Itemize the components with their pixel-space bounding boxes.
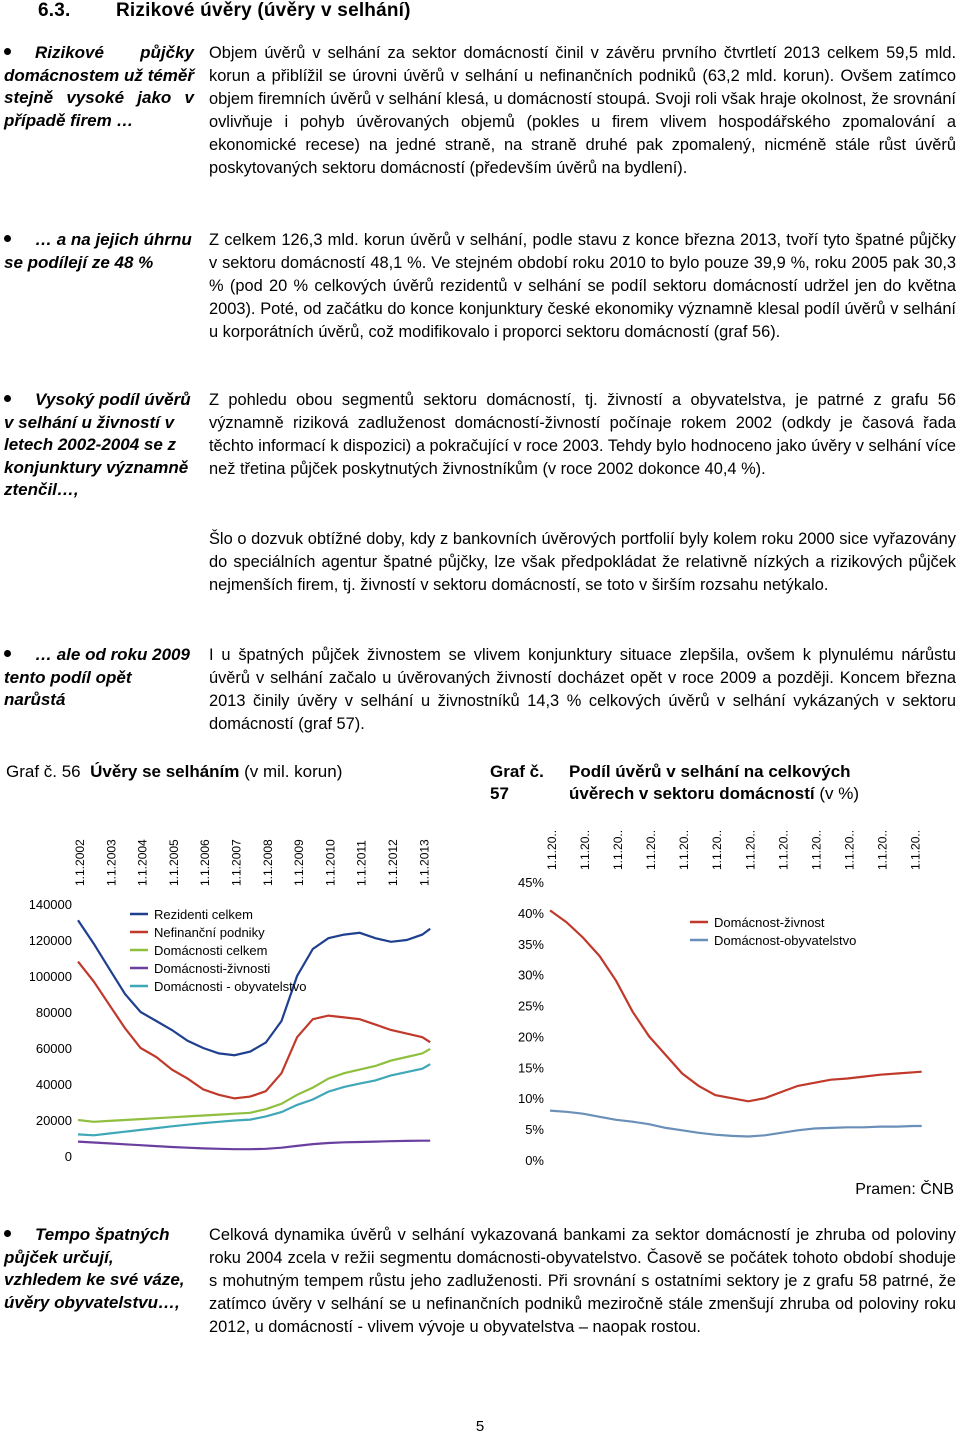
paragraph-1: Objem úvěrů v selhání za sektor domácností činil v závěru prvního čtvrtletí 2013 celkem 59,5 mld. korun a přiblížil se úrovni úvěrů v selhání u nefinančních podniků (63,2 mld. korun). Ovšem zatímco objem firemních úvěrů v selhání klesá, u domácností stoupá. Svoji roli však hraje okolnost, že srovnání ovlivňuje i pohyb úvěrovaných objemů (pokles u firem vlivem hospodářského zpomalování a ekonomické recese) na jedné straně, na straně druhé pak zpomalený, nicméně stále růst úvěrů poskytovaných sektoru domácností (především úvěrů na bydlení).	[209, 44, 956, 177]
y-tick-label: 20000	[35, 1113, 72, 1128]
y-tick-label: 45%	[517, 875, 544, 890]
y-tick-label: 60000	[35, 1041, 72, 1056]
bullet-icon	[4, 395, 11, 402]
x-tick-label: 1.1.20..	[908, 829, 923, 870]
y-tick-label: 100000	[30, 969, 72, 984]
series-line-3	[78, 1049, 430, 1122]
chart-56-svg	[30, 808, 450, 1168]
x-tick-label: 1.1.20..	[578, 829, 593, 870]
source-note: Pramen: ČNB	[855, 1181, 954, 1198]
y-tick-label: 10%	[517, 1091, 544, 1107]
side-note-5: … ale od roku 2009 tento podíl opět narůstá	[4, 645, 190, 709]
y-tick-label: 0%	[525, 1153, 544, 1168]
x-tick-label: 1.1.20..	[875, 829, 890, 870]
x-tick-label: 1.1.2008	[260, 839, 275, 886]
y-tick-label: 140000	[30, 897, 72, 912]
x-tick-label: 1.1.2007	[229, 839, 244, 886]
graf-56-title: Graf č. 56 Úvěry se selháním (v mil. korun)	[6, 762, 343, 781]
x-tick-label: 1.1.2005	[166, 839, 181, 886]
x-tick-label: 1.1.2003	[104, 839, 119, 886]
x-tick-label: 1.1.2009	[292, 839, 307, 886]
x-tick-label: 1.1.20..	[644, 829, 659, 870]
graf-57-title: Podíl úvěrů v selhání na celkových úvěrech v sektoru domácností (v %)	[569, 762, 860, 803]
legend-label: Domácnosti - obyvatelstvo	[154, 979, 307, 994]
paragraph-2: Z celkem 126,3 mld. korun úvěrů v selhání, podle stavu z konce března 2013, tvoří tyto špatné půjčky v sektoru domácností 48,1 %. Ve stejném období roku 2010 to bylo pouze 39,9 %, roku 2005 pak 30,3 % (pod 20 % celkových úvěrů rezidentů v selhání se podíl sektoru domácností udržel jen do května 2003). Poté, od začátku do konce konjunktury české ekonomiky významně klesal podíl úvěrů v selhání u korporátních úvěrů, což modifikovalo i proporci sektoru domácností (graf 56).	[209, 231, 956, 341]
paragraph-3: Z pohledu obou segmentů sektoru domácností, tj. živností a obyvatelstva, je patrné z grafu 56 významně riziková zadluženost domácností-živností počínaje rokem 2002 (odkdy je časová řada těchto informací k dispozici) a pokračující v roce 2003. Tehdy bylo hodnoceno jako úvěry v selhání více než třetina půjček poskytnutých živnostníkům (v roce 2002 dokonce 40,4 %).	[209, 391, 956, 478]
y-tick-label: 35%	[517, 936, 544, 952]
x-tick-label: 1.1.2002	[73, 839, 87, 886]
y-tick-label: 5%	[525, 1122, 544, 1138]
x-tick-label: 1.1.20..	[545, 829, 559, 870]
legend-label: Nefinanční podniky	[154, 925, 265, 940]
x-tick-label: 1.1.20..	[743, 829, 758, 870]
x-tick-label: 1.1.20..	[776, 829, 791, 870]
paragraph-5: I u špatných půjček živnostem se vlivem konjunktury situace zlepšila, ovšem k plynulému nárůstu úvěrů v selhání začalo u úvěrovaných živností docházet opět v roce 2009 a později. Koncem března 2013 činily úvěry v selhání u živnostníků 14,3 % celkových úvěrů v selhání vykázaných v sektoru domácností (graf 57).	[209, 646, 956, 733]
chart-57	[508, 808, 948, 1168]
x-tick-label: 1.1.2010	[323, 839, 338, 886]
paragraph-4: Šlo o dozvuk obtížné doby, kdy z bankovních úvěrových portfolií byly kolem roku 2000 sice vyřazovány do speciálních agentur špatné půjčky, lze však předpokládat že relativně nízkých a rizikových půjček nejmenších firem, tj. živností v sektoru domácností, se toto v širším rozsahu netýkalo.	[209, 530, 956, 594]
x-tick-label: 1.1.20..	[611, 829, 626, 870]
x-tick-label: 1.1.2011	[354, 840, 369, 886]
y-tick-label: 80000	[35, 1005, 72, 1020]
section-number: 6.3.	[38, 0, 71, 21]
page-number: 5	[475, 1418, 485, 1435]
x-tick-label: 1.1.2006	[198, 839, 213, 886]
side-note-2: … a na jejich úhrnu se podílejí ze 48 %	[4, 230, 192, 272]
x-tick-label: 1.1.2013	[417, 839, 432, 886]
chart-57-svg	[508, 808, 948, 1168]
legend-label: Domácnosti celkem	[154, 943, 268, 958]
legend-label: Rezidenti celkem	[154, 907, 253, 922]
y-tick-label: 20%	[517, 1029, 544, 1045]
paragraph-6: Celková dynamika úvěrů v selhání vykazovaná bankami za sektor domácností je zhruba od poloviny roku 2004 zcela v režii segmentu domácnosti-obyvatelstvo. Časově se počátek tohoto období shoduje s mohutným tempem růstu jeho zadluženosti. Při srovnání s ostatními sektory je z grafu 58 patrné, že zatímco úvěry v selhání se u nefinančních podniků meziročně stále zmenšují zhruba od poloviny roku 2012, u domácností - vlivem vývoje u obyvatelstva – naopak rostou.	[209, 1226, 956, 1336]
y-tick-label: 40000	[35, 1077, 72, 1092]
y-tick-label: 25%	[517, 998, 544, 1014]
legend-label: Domácnosti-živnosti	[154, 961, 271, 976]
bullet-icon	[4, 48, 11, 55]
series-line-2	[550, 1111, 922, 1137]
side-note-3: Vysoký podíl úvěrů v selhání u živností v letech 2002-2004 se z konjunktury významně ztenčil…,	[4, 390, 191, 499]
series-line-4	[78, 1141, 430, 1150]
side-note-1: Rizikové půjčky domácnostem už téměř stejně vysoké jako v případě firem …	[4, 43, 194, 130]
section-heading	[38, 0, 411, 22]
legend-label: Domácnost-obyvatelstvo	[714, 933, 857, 948]
y-tick-label: 120000	[30, 933, 72, 948]
y-tick-label: 0	[64, 1149, 72, 1164]
bullet-icon	[4, 1230, 11, 1237]
x-tick-label: 1.1.20..	[677, 829, 692, 870]
bullet-icon	[4, 650, 11, 657]
y-tick-label: 30%	[517, 967, 544, 983]
x-tick-label: 1.1.20..	[809, 829, 824, 870]
side-note-6: Tempo špatných půjček určují, vzhledem ke své váze, úvěry obyvatelstvu…,	[4, 1225, 185, 1312]
x-tick-label: 1.1.20..	[842, 829, 857, 870]
bullet-icon	[4, 235, 11, 242]
series-line-5	[78, 1064, 430, 1135]
chart-56	[30, 808, 450, 1168]
x-tick-label: 1.1.20..	[710, 829, 725, 870]
y-tick-label: 40%	[517, 905, 544, 921]
graf-57-label: Graf č. 57	[490, 762, 544, 803]
y-tick-label: 15%	[517, 1060, 544, 1076]
x-tick-label: 1.1.2004	[135, 839, 150, 886]
legend-label: Domácnost-živnost	[714, 915, 825, 930]
x-tick-label: 1.1.2012	[386, 839, 401, 886]
section-title: Rizikové úvěry (úvěry v selhání)	[116, 0, 411, 21]
